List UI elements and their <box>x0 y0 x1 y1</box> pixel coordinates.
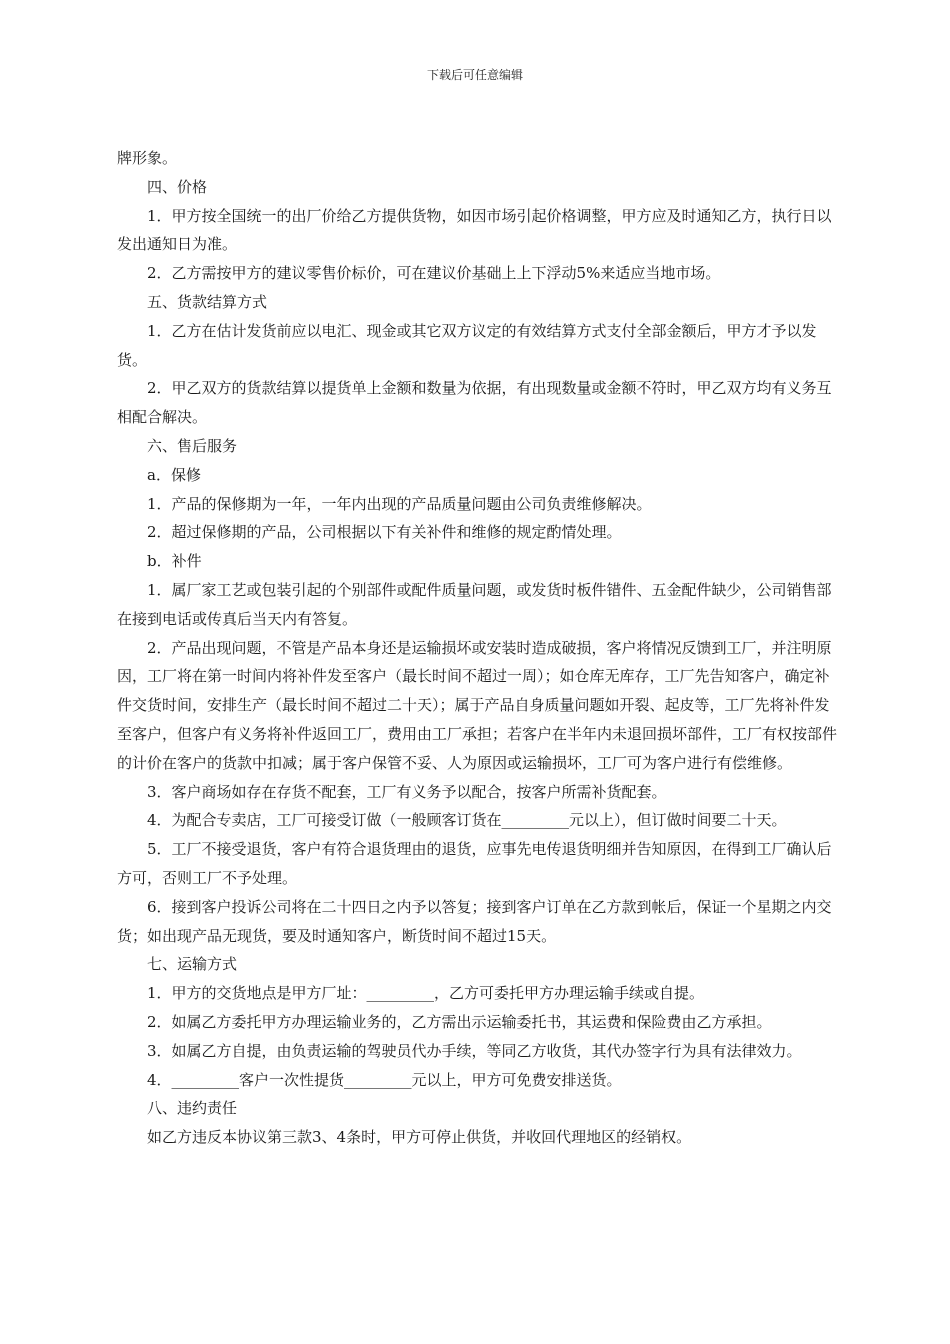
paragraph: 2．产品出现问题，不管是产品本身还是运输损坏或安装时造成破损，客户将情况反馈到工厂，并注明原因，工厂将在第一时间内将补件发至客户（最长时间不超过一周）；如仓库无库存，工厂先告知客户，确定补件交货时间，安排生产（最长时间不超过二十天）；属于产品自身质量问题如开裂、起皮等，工厂先将补件发至客户，但客户有义务将补件返回工厂，费用由工厂承担；若客户在半年内未退回损坏部件，工厂有权按部件的计价在客户的货款中扣减；属于客户保管不妥、人为原因或运输损坏，工厂可为客户进行有偿维修。 <box>117 638 838 772</box>
section-heading-transport: 七、运输方式 <box>147 955 238 974</box>
section-heading-price: 四、价格 <box>147 177 208 196</box>
paragraph: 1．甲方按全国统一的出厂价给乙方提供货物，如因市场引起价格调整，甲方应及时通知乙方，执行日以发出通知日为准。 <box>117 206 832 254</box>
paragraph: 6．接到客户投诉公司将在二十四日之内予以答复；接到客户订单在乙方款到帐后，保证一个星期之内交货；如出现产品无现货，要及时通知客户，断货时间不超过15天。 <box>117 897 832 945</box>
paragraph: 3．客户商场如存在存货不配套，工厂有义务予以配合，按客户所需补货配套。 <box>147 782 667 801</box>
paragraph: 4．为配合专卖店，工厂可接受订做（一般顾客订货在_________元以上），但订做时间要二十天。 <box>147 811 787 830</box>
section-heading-after-sales: 六、售后服务 <box>147 436 238 455</box>
page-header: 下载后可任意编辑 <box>426 68 523 82</box>
subheading-parts: b．补件 <box>147 552 202 571</box>
paragraph: 如乙方违反本协议第三款3、4条时，甲方可停止供货，并收回代理地区的经销权。 <box>147 1128 692 1147</box>
paragraph: 1．甲方的交货地点是甲方厂址：_________，乙方可委托甲方办理运输手续或自提。 <box>147 984 705 1003</box>
section-heading-liability: 八、违约责任 <box>147 1099 238 1118</box>
paragraph: 1．属厂家工艺或包装引起的个别部件或配件质量问题，或发货时板件错件、五金配件缺少，公司销售部在接到电话或传真后当天内有答复。 <box>117 580 832 628</box>
section-heading-payment: 五、货款结算方式 <box>147 292 268 311</box>
paragraph: 1．乙方在估计发货前应以电汇、现金或其它双方议定的有效结算方式支付全部金额后，甲方才予以发货。 <box>117 321 817 369</box>
paragraph: 2．乙方需按甲方的建议零售价标价，可在建议价基础上上下浮动5%来适应当地市场。 <box>147 264 721 283</box>
paragraph: 4．_________客户一次性提货_________元以上，甲方可免费安排送货。 <box>147 1070 622 1089</box>
paragraph: 2．甲乙双方的货款结算以提货单上金额和数量为依据，有出现数量或金额不符时，甲乙双方均有义务互相配合解决。 <box>117 379 832 427</box>
paragraph: 3．如属乙方自提，由负责运输的驾驶员代办手续，等同乙方收货，其代办签字行为具有法律效力。 <box>147 1041 802 1060</box>
paragraph: 1．产品的保修期为一年，一年内出现的产品质量问题由公司负责维修解决。 <box>147 494 652 513</box>
paragraph: 2．超过保修期的产品，公司根据以下有关补件和维修的规定酌情处理。 <box>147 523 622 542</box>
paragraph: 牌形象。 <box>117 149 178 167</box>
paragraph: 2．如属乙方委托甲方办理运输业务的，乙方需出示运输委托书，其运费和保险费由乙方承担。 <box>147 1012 772 1031</box>
document-body <box>117 144 837 1152</box>
subheading-warranty: a．保修 <box>147 465 201 484</box>
paragraph: 5．工厂不接受退货，客户有符合退货理由的退货，应事先电传退货明细并告知原因，在得到工厂确认后方可，否则工厂不予处理。 <box>117 840 832 887</box>
